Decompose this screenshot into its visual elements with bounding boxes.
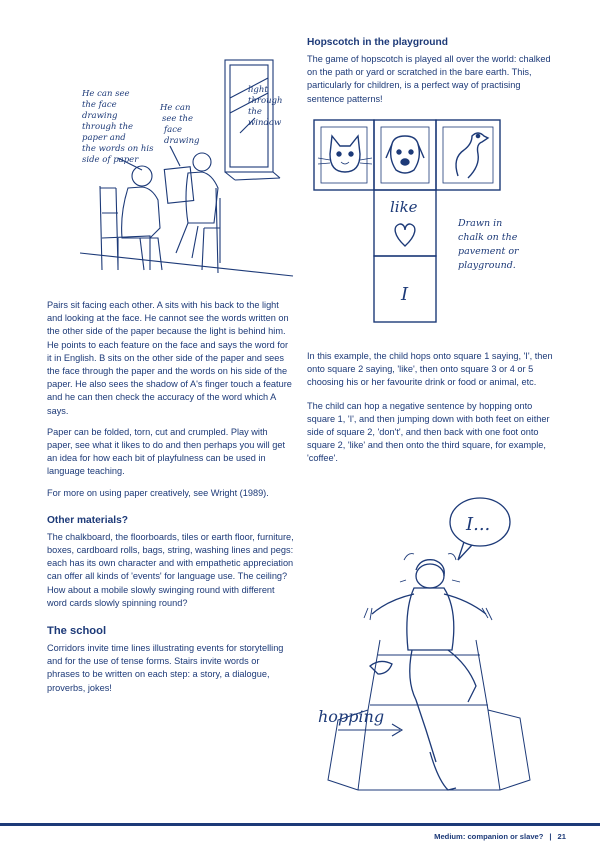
paragraph-paper-play: Paper can be folded, torn, cut and crumpled. Play with paper, see what it likes to do and then perhaps you will get an idea for how each bit of playfulness can be used in language teaching. bbox=[47, 426, 286, 477]
hopscotch-intro: The game of hopscotch is played all over the world: chalked on the path or yard or scratched in the bare earth. This, particularly for children, is a perfect way of practising sentence patterns! bbox=[307, 54, 551, 104]
svg-text:the words on his: the words on his bbox=[82, 144, 154, 154]
right-column-middle bbox=[307, 350, 557, 474]
grid-one-word: I bbox=[401, 284, 409, 305]
paragraph-pairs: Pairs sit facing each other. A sits with his back to the light and looking at the face. He cannot see the words written on the other side of the paper because the light is behind him. He points to each feature on the face and says the word for it in English. B sits on the other side of the paper and sees the face through the paper and the words on his side of the paper. He also sees the shadow of A's finger touch a feature and he can then check the accuracy of the word which A says. bbox=[47, 300, 292, 416]
svg-text:the: the bbox=[248, 107, 262, 117]
school-text: Corridors invite time lines illustrating events for storytelling and for the use of tense forms. Stairs invite words or phrases to be written on each step: a story, a dialogue, proverbs, jokes! bbox=[47, 643, 284, 693]
paper-pairs-illustration bbox=[80, 38, 295, 283]
svg-text:see the: see the bbox=[162, 114, 194, 124]
hopscotch-negative-text: The child can hop a negative sentence by hopping onto square 1, 'I', and then jumping down with both feet on either side of square 2, 'don't', and then back with one foot onto square 2, 'like' and then onto the third square, for example, 'coffee'. bbox=[307, 400, 550, 464]
footer-rule bbox=[0, 823, 600, 826]
right-column-top bbox=[307, 36, 557, 114]
svg-text:side of paper: side of paper bbox=[82, 155, 139, 165]
other-materials-text: The chalkboard, the floorboards, tiles or earth floor, furniture, boxes, cardboard rolls, bags, string, washing lines and pegs: each has its own character and with empathetic appreciation can offer all kinds of 'events' for language use. The ceiling? How about a mobile slowly swinging round with different word cards slowly spinning round? bbox=[47, 531, 294, 608]
grid-like-word: like bbox=[390, 198, 418, 216]
page-footer bbox=[434, 832, 566, 841]
hopscotch-heading: Hopscotch in the playground bbox=[307, 37, 448, 48]
svg-text:through the: through the bbox=[82, 122, 134, 132]
hopping-child-illustration bbox=[308, 490, 558, 815]
paragraph-reference: For more on using paper creatively, see Wright (1989). bbox=[47, 487, 269, 498]
footer-title: Medium: companion or slave? bbox=[434, 832, 544, 841]
svg-text:through: through bbox=[248, 96, 283, 106]
page-number: 21 bbox=[557, 832, 566, 841]
svg-text:He can: He can bbox=[160, 103, 191, 113]
school-heading: The school bbox=[47, 625, 107, 638]
svg-text:drawing: drawing bbox=[82, 111, 118, 121]
left-column bbox=[47, 299, 294, 703]
grid-note-line1: Drawn in bbox=[458, 218, 503, 229]
caption-face-through-paper: He can see bbox=[82, 89, 130, 99]
svg-text:light: light bbox=[248, 85, 268, 95]
footer-separator: | bbox=[549, 832, 552, 841]
svg-text:the face: the face bbox=[82, 100, 117, 110]
svg-text:paper and: paper and bbox=[82, 133, 126, 143]
svg-text:chalk on the: chalk on the bbox=[458, 232, 518, 243]
hopping-label: hopping bbox=[318, 707, 385, 726]
svg-text:pavement or: pavement or bbox=[458, 246, 519, 257]
svg-text:playground.: playground. bbox=[458, 260, 516, 271]
svg-text:face: face bbox=[164, 125, 183, 135]
other-materials-heading: Other materials? bbox=[47, 514, 128, 526]
speech-bubble-text: I... bbox=[466, 514, 491, 535]
hopscotch-grid-illustration bbox=[308, 114, 560, 330]
svg-text:drawing: drawing bbox=[164, 136, 200, 146]
svg-text:window: window bbox=[248, 118, 282, 128]
hopscotch-example-text: In this example, the child hops onto square 1 saying, 'I', then onto square 2 saying, 'like', then onto square 3 or 4 or 5 choosing his or her favourite drink or food or animal, etc. bbox=[307, 351, 553, 388]
